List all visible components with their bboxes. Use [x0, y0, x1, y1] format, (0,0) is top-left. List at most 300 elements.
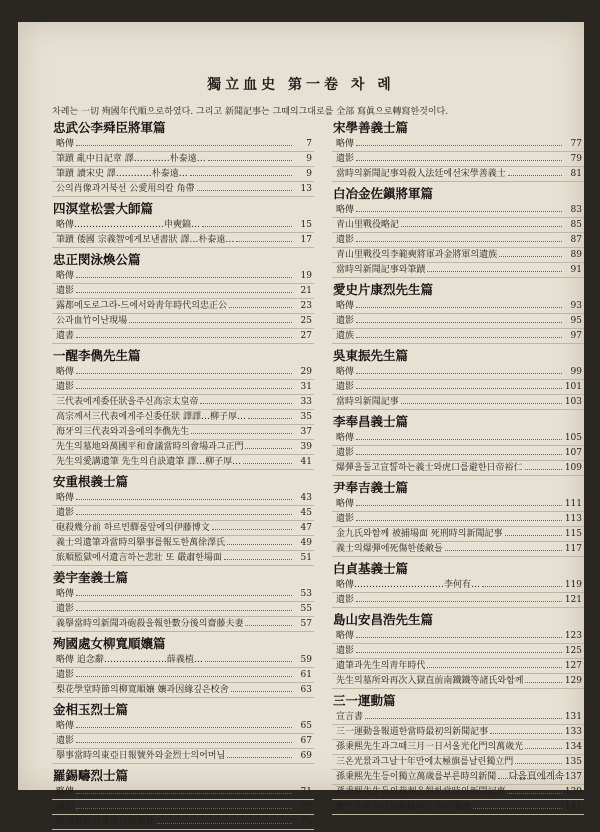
dot-leader — [356, 601, 562, 602]
toc-entry[interactable] — [332, 497, 584, 512]
dot-leader — [76, 595, 292, 596]
page-number: 55 — [300, 604, 312, 614]
entry-title: 三代表에게委任狀을주신高宗太皇帝 — [56, 397, 199, 407]
page-number: 129 — [564, 676, 582, 686]
section-title: 吳東振先生篇 — [333, 348, 409, 363]
dot-leader — [508, 175, 562, 176]
section-title: 三一運動篇 — [333, 693, 396, 708]
entry-title: 筆蹟 亂中日記章 譯…………朴泰遠… — [56, 154, 206, 164]
entry-title: 遺書 — [56, 331, 75, 341]
page-title: 獨立血史 第一卷 차 례 — [207, 77, 395, 93]
entry-title: 略傳 — [336, 367, 355, 377]
page-number: 67 — [300, 736, 312, 746]
section-title: 羅錫疇烈士篇 — [53, 768, 129, 783]
entry-title: 略傳 — [336, 499, 355, 509]
entry-title: 遺族 — [336, 331, 355, 341]
toc-entry[interactable] — [52, 167, 314, 182]
entry-title: 略傳 — [56, 271, 75, 281]
toc-entry[interactable] — [332, 800, 584, 815]
dot-leader — [197, 190, 292, 191]
toc-entry[interactable] — [52, 380, 314, 395]
dot-leader — [473, 808, 562, 809]
dot-leader — [356, 160, 562, 161]
page-number: 77 — [570, 139, 582, 149]
toc-section — [52, 700, 314, 764]
entry-title: 筆蹟 倭國 宗義智에게보낸書狀 譯…朴泰遠… — [56, 235, 235, 245]
toc-entry[interactable] — [52, 683, 314, 698]
entry-title: 擧事當時의東亞日報號外와金烈士의어머님 — [56, 751, 226, 761]
page-number: 97 — [570, 331, 582, 341]
page-number: 95 — [570, 316, 582, 326]
page-number: 47 — [300, 523, 312, 533]
page-number: 113 — [564, 514, 582, 524]
page-number: 117 — [564, 544, 582, 554]
toc-entry[interactable] — [52, 587, 314, 602]
dot-leader — [227, 757, 292, 758]
entry-title: 遺影 — [336, 382, 355, 392]
page-number: 71 — [300, 787, 312, 797]
dot-leader — [236, 241, 292, 242]
page-number: 105 — [564, 433, 582, 443]
entry-title: 宣言書 — [336, 712, 364, 722]
entry-title: 遺筆과先生의靑年時代 — [336, 661, 426, 671]
toc-section — [332, 346, 584, 410]
toc-entry[interactable] — [332, 578, 584, 593]
entry-title: 當時의新聞記事와殺人法廷에선宋學善義士 — [336, 169, 506, 179]
toc-entry[interactable] — [332, 365, 584, 380]
page-number: 45 — [300, 508, 312, 518]
page-number: 115 — [564, 529, 582, 539]
dot-leader — [191, 433, 292, 434]
entry-title: 遺影 — [336, 235, 355, 245]
entry-title: 略傳 — [336, 631, 355, 641]
toc-section — [332, 691, 584, 815]
toc-entry[interactable] — [332, 629, 584, 644]
dot-leader — [76, 742, 292, 743]
entry-title: 當時의新聞記事 — [336, 397, 399, 407]
entry-title: 遺影 — [336, 316, 355, 326]
toc-entry[interactable] — [332, 725, 584, 740]
toc-entry[interactable] — [52, 314, 314, 329]
entry-title: 遺影 — [56, 736, 75, 746]
page-number: 9 — [306, 169, 312, 179]
toc-entry[interactable] — [52, 137, 314, 152]
dot-leader — [202, 226, 292, 227]
entry-title: 當時의新聞記事와筆蹟 — [336, 265, 426, 275]
toc-entry[interactable] — [52, 218, 314, 233]
entry-title: 略傳 — [56, 367, 75, 377]
page-number: 121 — [564, 595, 582, 605]
entry-title: 三一運動을報道한當時最初의新聞記事 — [336, 727, 489, 737]
page-number: 111 — [564, 499, 582, 509]
toc-entry[interactable] — [332, 542, 584, 557]
page-number: 119 — [564, 580, 582, 590]
dot-leader — [76, 337, 292, 338]
dot-leader — [245, 448, 292, 449]
page-number: 89 — [570, 250, 582, 260]
entry-title: 公의肖像과거북선 公愛用의칼 角帶 — [56, 184, 195, 194]
toc-section — [52, 634, 314, 698]
dot-leader — [129, 322, 292, 323]
dot-leader — [200, 403, 292, 404]
entry-title: 公과血竹이난現場 — [56, 316, 128, 326]
section-title: 尹奉吉義士篇 — [333, 480, 409, 495]
dot-leader — [356, 211, 562, 212]
section-title: 姜宇奎義士篇 — [53, 570, 129, 585]
toc-section — [332, 559, 584, 608]
toc-entry[interactable] — [332, 314, 584, 329]
dot-leader — [525, 682, 562, 683]
toc-entry[interactable] — [332, 659, 584, 674]
entry-title: 青山里戰役略記 — [336, 220, 400, 230]
dot-leader — [224, 559, 292, 560]
entry-title: 旅順監獄에서遺言하는悲壯 또 嚴肅한場面 — [56, 553, 222, 563]
dot-leader — [76, 676, 292, 677]
dot-leader — [76, 373, 292, 374]
dot-leader — [515, 763, 562, 764]
entry-title: 遺影 — [336, 514, 355, 524]
entry-title: 略傳 — [56, 589, 75, 599]
toc-entry[interactable] — [52, 395, 314, 410]
toc-entry[interactable] — [52, 506, 314, 521]
toc-entry[interactable] — [332, 431, 584, 446]
page-number: 51 — [300, 553, 312, 563]
page-number: 53 — [300, 589, 312, 599]
toc-entry[interactable] — [52, 602, 314, 617]
dot-leader — [356, 637, 562, 638]
left-column — [52, 118, 314, 832]
toc-section — [332, 412, 584, 476]
entry-title: 遺影 — [56, 508, 75, 518]
toc-entry[interactable] — [332, 167, 584, 182]
toc-entry[interactable] — [52, 284, 314, 299]
toc-entry[interactable] — [332, 740, 584, 755]
entry-title: 遺影 — [336, 595, 355, 605]
toc-section — [52, 250, 314, 344]
page-number: 69 — [300, 751, 312, 761]
toc-entry[interactable] — [332, 299, 584, 314]
toc-entry[interactable] — [332, 710, 584, 725]
toc-entry[interactable] — [332, 593, 584, 608]
dot-leader — [76, 793, 292, 794]
toc-entry[interactable] — [52, 152, 314, 167]
entry-title: 擧事當時의東亞日報號外 — [56, 817, 155, 827]
toc-section — [332, 118, 584, 182]
entry-title: 略傳…………………………申奭鎬… — [56, 220, 201, 230]
toc-entry[interactable] — [332, 446, 584, 461]
section-title: 李奉昌義士篇 — [333, 414, 409, 429]
page-number: 39 — [300, 442, 312, 452]
dot-leader — [190, 175, 292, 176]
page-number: 135 — [564, 757, 582, 767]
dot-leader — [356, 454, 562, 455]
page-number: 103 — [564, 397, 582, 407]
page-number: 107 — [564, 448, 582, 458]
dot-leader — [427, 271, 562, 272]
section-title: 宋學善義士篇 — [333, 120, 409, 135]
toc-entry[interactable] — [332, 785, 584, 800]
entry-title: 略傳 — [336, 433, 355, 443]
page-number: 43 — [300, 493, 312, 503]
entry-title: 義士의爆彈에死傷한倭敵들 — [336, 544, 443, 554]
dot-leader — [248, 418, 292, 419]
toc-section — [52, 472, 314, 566]
toc-entry[interactable] — [52, 491, 314, 506]
page-number: 139 — [564, 787, 582, 797]
toc-entry[interactable] — [52, 410, 314, 425]
toc-entry[interactable] — [332, 203, 584, 218]
toc-entry[interactable] — [332, 248, 584, 263]
dot-leader — [356, 307, 562, 308]
page-number: 63 — [300, 685, 312, 695]
page-number: 73 — [300, 802, 312, 812]
dot-leader — [212, 529, 292, 530]
page-number: 134 — [564, 742, 582, 752]
toc-entry[interactable] — [332, 329, 584, 344]
toc-entry[interactable] — [52, 365, 314, 380]
page-number: 87 — [570, 235, 582, 245]
dot-leader — [356, 373, 562, 374]
dot-leader — [76, 277, 292, 278]
toc-entry[interactable] — [332, 152, 584, 167]
page-number: 29 — [300, 367, 312, 377]
toc-entry[interactable] — [52, 536, 314, 551]
page-number: 13 — [300, 184, 312, 194]
entry-title: 先生의愛講遺筆 先生의自訣遺筆 譯…柳子厚… — [56, 457, 242, 467]
entry-title: 爆彈을둘고宣誓하는義士와虎口를避한日帝裕仁 — [336, 463, 523, 473]
page-number: 35 — [300, 412, 312, 422]
toc-section — [332, 610, 584, 689]
toc-entry[interactable] — [332, 263, 584, 278]
toc-entry[interactable] — [52, 182, 314, 197]
toc-entry[interactable] — [52, 233, 314, 248]
toc-entry[interactable] — [52, 719, 314, 734]
section-title: 安重根義士篇 — [53, 474, 129, 489]
dot-leader — [427, 667, 562, 668]
dot-leader — [356, 652, 562, 653]
entry-title: 孫秉熙先生과그때三月一日서울光化門의萬歲光 — [336, 742, 524, 752]
dot-leader — [76, 145, 292, 146]
page-number: 141 — [564, 802, 582, 812]
dot-leader — [208, 160, 292, 161]
toc-entry[interactable] — [52, 800, 314, 815]
page-number: 59 — [300, 655, 312, 665]
toc-section — [52, 766, 314, 830]
page-number: 15 — [300, 220, 312, 230]
toc-entry[interactable] — [332, 674, 584, 689]
entry-title: 略傳 — [56, 493, 75, 503]
toc-entry[interactable] — [52, 521, 314, 536]
dot-leader — [76, 292, 292, 293]
page-number: 41 — [300, 457, 312, 467]
dot-leader — [76, 514, 292, 515]
page-number: 57 — [300, 619, 312, 629]
dot-leader — [245, 625, 292, 626]
section-title: 金相玉烈士篇 — [53, 702, 129, 717]
toc-section — [52, 118, 314, 197]
entry-title: 梨花學堂時節의柳寬順孃 孃과因緣깊은校舍 — [56, 685, 229, 695]
page-number: 125 — [564, 646, 582, 656]
page-number: 137 — [564, 772, 582, 782]
intro-text: 차례는 一切 殉國年代順으로하였다. 그리고 新聞記事는 그때의그대로를 全部 寫眞으로轉寫한것이다. — [52, 107, 449, 117]
page-number: 109 — [564, 463, 582, 473]
entry-title: 遺影 — [56, 802, 75, 812]
dot-leader — [505, 535, 563, 536]
entry-title: 遺影 — [56, 382, 75, 392]
toc-entry[interactable] — [52, 668, 314, 683]
page-number: 27 — [300, 331, 312, 341]
dot-leader — [356, 439, 562, 440]
page-number: 93 — [570, 301, 582, 311]
page-number: 65 — [300, 721, 312, 731]
page-number: 91 — [570, 265, 582, 275]
entry-title: 遺影 — [56, 286, 75, 296]
dot-leader — [499, 256, 562, 257]
section-title: 一醒李儁先生篇 — [53, 348, 141, 363]
page-number: 49 — [300, 538, 312, 548]
entry-title: 孫秉熙先生등이獨立萬歲를부른時의新聞 — [336, 772, 497, 782]
dot-leader — [525, 748, 562, 749]
toc-entry[interactable] — [332, 527, 584, 542]
page-number: 25 — [300, 316, 312, 326]
dot-leader — [507, 793, 562, 794]
page-number: 61 — [300, 670, 312, 680]
page-number: 123 — [564, 631, 582, 641]
page-number: 19 — [300, 271, 312, 281]
entry-title: 略傳 追念辭…………………薛義植… — [56, 655, 203, 665]
toc-entry[interactable] — [52, 815, 314, 830]
entry-title: 略傳 — [336, 205, 355, 215]
toc-entry[interactable] — [52, 299, 314, 314]
section-title: 白貞基義士篇 — [333, 561, 409, 576]
dot-leader — [401, 403, 562, 404]
toc-entry[interactable] — [332, 395, 584, 410]
dot-leader — [229, 307, 292, 308]
dot-leader — [76, 499, 292, 500]
dot-leader — [365, 718, 562, 719]
page-number: 9 — [306, 154, 312, 164]
page-number: 99 — [570, 367, 582, 377]
toc-section — [332, 184, 584, 278]
entry-title: 遺影 — [56, 604, 75, 614]
page-number: 75 — [300, 817, 312, 827]
dot-leader — [401, 226, 562, 227]
entry-title: 遺影 — [336, 448, 355, 458]
dot-leader — [525, 469, 562, 470]
page-number: 101 — [564, 382, 582, 392]
entry-title: 遺影 — [336, 646, 355, 656]
entry-title: 敵이우리겨레를虐殺하는 여러場面 — [336, 802, 471, 812]
toc-entry[interactable] — [52, 425, 314, 440]
entry-title: 略傳 — [56, 721, 75, 731]
dot-leader — [356, 388, 562, 389]
toc-entry[interactable] — [332, 512, 584, 527]
continued-note: 다음頁에계속 — [508, 771, 564, 782]
entry-title: 高宗께서三代表에게주신委任狀 譯譯…柳子厚… — [56, 412, 247, 422]
section-title: 四溟堂松雲大師篇 — [53, 201, 154, 216]
toc-entry[interactable] — [52, 734, 314, 749]
entry-title: 先生의墓所와再次入獄直前南鐵鐵等諸氏와함께 — [336, 676, 524, 686]
right-column — [332, 118, 584, 817]
entry-title: 略傳…………………………李何有… — [336, 580, 481, 590]
page-number: 23 — [300, 301, 312, 311]
dot-leader — [76, 610, 292, 611]
entry-title: 孫秉熙先生등의裁判을報한當時의新聞記事 — [336, 787, 506, 797]
dot-leader — [356, 241, 562, 242]
dot-leader — [356, 505, 562, 506]
page-number: 127 — [564, 661, 582, 671]
toc-entry[interactable] — [52, 785, 314, 800]
page-number: 21 — [300, 286, 312, 296]
page-number: 133 — [564, 727, 582, 737]
toc-entry[interactable] — [52, 269, 314, 284]
dot-leader — [76, 388, 292, 389]
entry-title: 青山里戰役의李範奭將軍과金將軍의遺族 — [336, 250, 498, 260]
toc-entry[interactable] — [52, 329, 314, 344]
page-number: 81 — [570, 169, 582, 179]
toc-section — [52, 568, 314, 632]
dot-leader — [356, 520, 562, 521]
page-number: 17 — [300, 235, 312, 245]
toc-entry[interactable] — [52, 551, 314, 566]
toc-entry[interactable] — [52, 749, 314, 764]
page-number: 83 — [570, 205, 582, 215]
section-title: 忠正閔泳煥公篇 — [53, 252, 141, 267]
entry-title: 筆蹟 讀宋史 譯…………朴泰遠… — [56, 169, 188, 179]
page-number: 131 — [564, 712, 582, 722]
dot-leader — [227, 544, 292, 545]
toc-section — [332, 478, 584, 557]
entry-title: 海牙의三代表와괴을에의李儁先生 — [56, 427, 190, 437]
toc-entry[interactable] — [52, 617, 314, 632]
entry-title: 三온光景과그날十年만에太極旗를날린獨立門 — [336, 757, 514, 767]
section-title: 島山安昌浩先生篇 — [333, 612, 434, 627]
dot-leader — [205, 661, 292, 662]
toc-entry[interactable] — [52, 440, 314, 455]
page — [18, 22, 584, 827]
entry-title: 砲殺幾分前 하르빈驛룸앞에의伊藤博文 — [56, 523, 210, 533]
entry-title: 遺影 — [336, 154, 355, 164]
toc-entry[interactable] — [332, 233, 584, 248]
toc-entry[interactable] — [332, 137, 584, 152]
entry-title: 略傳 — [56, 139, 75, 149]
entry-title: 露都에도로그라-드에서와靑年時代의忠正公 — [56, 301, 227, 311]
entry-title: 金九氏와함께 被捕場面 死刑時의新聞記事 — [336, 529, 503, 539]
section-title: 忠武公李舜臣將軍篇 — [53, 120, 166, 135]
page-number: 37 — [300, 427, 312, 437]
toc-entry[interactable] — [52, 653, 314, 668]
entry-title: 先生의墓地와萬國平和會議當時의會場과그正門 — [56, 442, 244, 452]
toc-section — [52, 346, 314, 470]
page-number: 33 — [300, 397, 312, 407]
dot-leader — [356, 337, 562, 338]
dot-leader — [356, 145, 562, 146]
toc-section — [52, 199, 314, 248]
page-number: 79 — [570, 154, 582, 164]
toc-section — [332, 280, 584, 344]
toc-entry[interactable] — [332, 218, 584, 233]
toc-entry[interactable] — [332, 644, 584, 659]
toc-entry[interactable] — [332, 380, 584, 395]
entry-title: 略傳 — [56, 787, 75, 797]
section-title: 愛史片康烈先生篇 — [333, 282, 434, 297]
page-number: 85 — [570, 220, 582, 230]
dot-leader — [356, 322, 562, 323]
entry-title: 遺影 — [56, 670, 75, 680]
toc-entry[interactable] — [332, 461, 584, 476]
section-title: 殉國處女柳寬順孃篇 — [53, 636, 166, 651]
toc-entry[interactable] — [52, 455, 314, 470]
